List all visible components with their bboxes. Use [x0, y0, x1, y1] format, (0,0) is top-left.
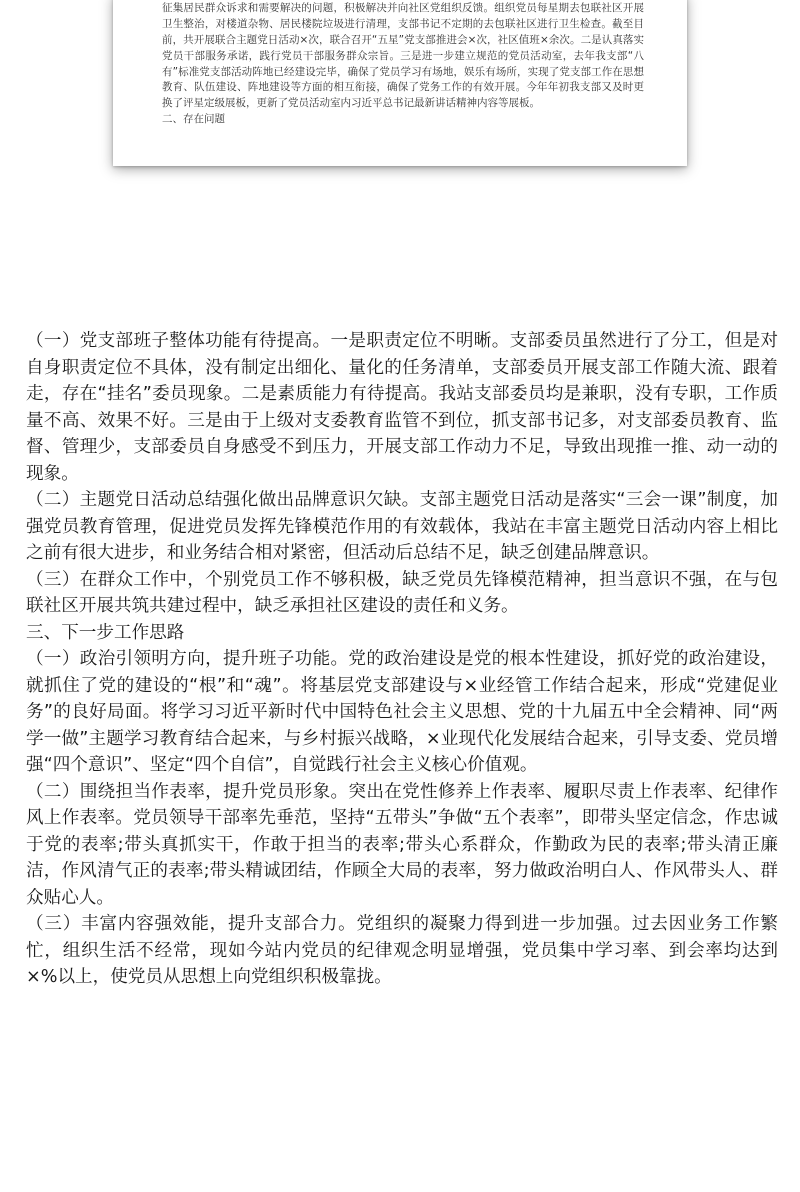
preview-section-heading: 二、存在问题	[162, 113, 225, 126]
body-paragraph: （二）围绕担当作表率，提升党员形象。突出在党性修养上作表率、履职尽责上作表率、纪律作风上作表率。党员领导干部率先垂范，坚持“五带头”争做“五个表率”，即带头坚定信念，作忠诚于党的表率;带头真抓实干，作敢于担当的表率;带头心系群众，作勤政为民的表率;带头清正廉洁，作风清气正的表率;带头精诚团结，作顾全大局的表率，努力做政治明白人、作风带头人、群众贴心人。	[26, 781, 778, 908]
body-paragraph: （一）党支部班子整体功能有待提高。一是职责定位不明晰。支部委员虽然进行了分工，但是对自身职责定位不具体，没有制定出细化、量化的任务清单，支部委员开展支部工作随大流、跟着走，存在“挂名”委员现象。二是素质能力有待提高。我站支部委员均是兼职，没有专职，工作质量不高、效果不好。三是由于上级对支委教育监管不到位，抓支部书记多，对支部委员教育、监督、管理少，支部委员自身感受不到压力，开展支部工作动力不足，导致出现推一推、动一动的现象。	[26, 331, 778, 484]
body-paragraph: （二）主题党日活动总结强化做出品牌意识欠缺。支部主题党日活动是落实“三会一课”制度，加强党员教育管理，促进党员发挥先锋模范作用的有效载体，我站在丰富主题党日活动内容上相比之前有很大进步，和业务结合相对紧密，但活动后总结不足，缺乏创建品牌意识。	[26, 490, 778, 563]
preview-text	[162, 0, 644, 128]
document-preview-card	[113, 0, 687, 166]
section-heading: 三、下一步工作思路	[26, 622, 185, 643]
body-paragraph: （三）在群众工作中，个别党员工作不够积极，缺乏党员先锋模范精神，担当意识不强，在与包联社区开展共筑共建过程中，缺乏承担社区建设的责任和义务。	[26, 569, 778, 616]
document-body	[26, 328, 778, 991]
body-paragraph: （一）政治引领明方向，提升班子功能。党的政治建设是党的根本性建设，抓好党的政治建设，就抓住了党的建设的“根”和“魂”。将基层党支部建设与×业经管工作结合起来，形成“党建促业务”的良好局面。将学习习近平新时代中国特色社会主义思想、党的十九届五中全会精神、同“两学一做”主题学习教育结合起来，与乡村振兴战略，×业现代化发展结合起来，引导支委、党员增强“四个意识”、坚定“四个自信”，自觉践行社会主义核心价值观。	[26, 649, 778, 775]
preview-paragraph: 征集居民群众诉求和需要解决的问题，积极解决并向社区党组织反馈。组织党员每星期去包联社区开展卫生整治，对楼道杂物、居民楼院垃圾进行清理，支部书记不定期的去包联社区进行卫生检查。截至目前，共开展联合主题党日活动×次，联合召开“五星”党支部推进会×次，社区值班×余次。二是认真落实党员干部服务承诺，践行党员干部服务群众宗旨。三是进一步建立规范的党员活动室，去年我支部“八有”标准党支部活动阵地已经建设完毕，确保了党员学习有场地，娱乐有场所，实现了党支部工作在思想教育、队伍建设、阵地建设等方面的相互衔接，确保了党务工作的有效开展。今年年初我支部又及时更换了评星定级展板，更新了党员活动室内习近平总书记最新讲话精神内容等展板。	[162, 1, 644, 110]
body-paragraph: （三）丰富内容强效能，提升支部合力。党组织的凝聚力得到进一步加强。过去因业务工作繁忙，组织生活不经常，现如今站内党员的纪律观念明显增强，党员集中学习率、到会率均达到×%以上，使党员从思想上向党组织积极靠拢。	[26, 914, 778, 987]
